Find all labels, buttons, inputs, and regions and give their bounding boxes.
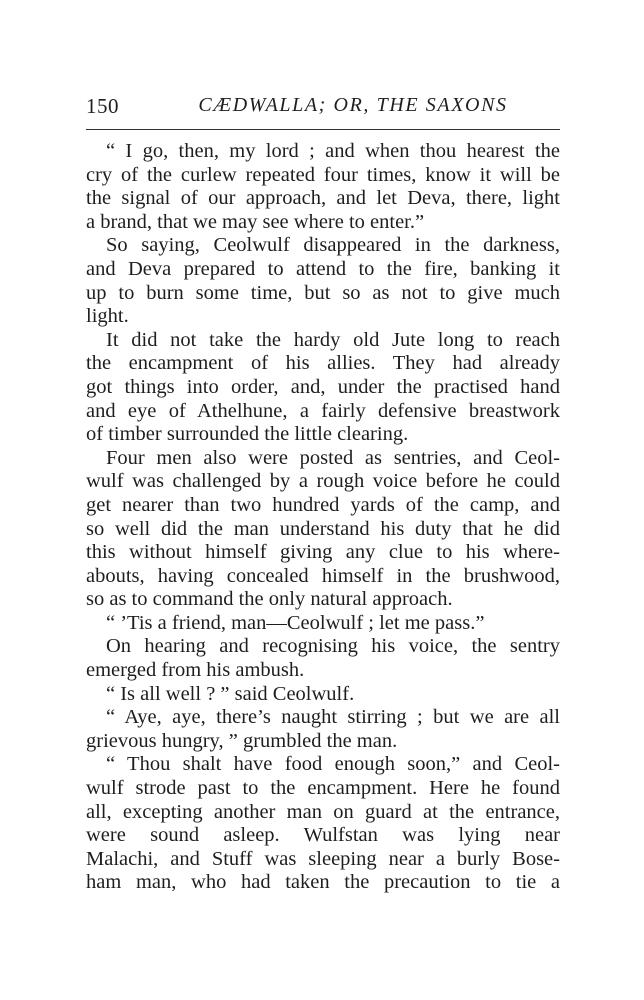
- text-line: “ Is all well ? ” said Ceolwulf.: [106, 682, 355, 705]
- text-line: ham man, who had taken the precaution to tie a: [86, 871, 560, 894]
- text-line: up to burn some time, but so as not to give much: [86, 281, 560, 304]
- body-text: [86, 140, 560, 895]
- text-line: light.: [86, 305, 129, 328]
- text-line: grievous hungry, ” grumbled the man.: [86, 729, 398, 752]
- text-line: wulf strode past to the encampment. Here he found: [86, 777, 560, 800]
- text-line: abouts, having concealed himself in the brushwood,: [86, 564, 560, 587]
- text-line: Malachi, and Stuff was sleeping near a burly Bose-: [86, 847, 560, 870]
- text-line: “ I go, then, my lord ; and when thou hearest the: [106, 140, 560, 162]
- text-line: emerged from his ambush.: [86, 659, 305, 682]
- text-line: get nearer than two hundred yards of the camp, and: [86, 493, 560, 516]
- page-header: [86, 94, 560, 124]
- text-line: “ Aye, aye, there’s naught stirring ; but we are all: [106, 706, 560, 729]
- text-line: so well did the man understand his duty that he did: [86, 517, 560, 540]
- text-line: this without himself giving any clue to his where-: [86, 541, 560, 564]
- text-line: Four men also were posted as sentries, and Ceol-: [106, 446, 560, 469]
- text-line: so as to command the only natural approach.: [86, 588, 453, 611]
- text-line: “ ’Tis a friend, man—Ceolwulf ; let me pass.”: [106, 611, 485, 634]
- text-line: were sound asleep. Wulfstan was lying near: [86, 824, 560, 847]
- text-line: the encampment of his allies. They had already: [86, 352, 560, 375]
- text-line: On hearing and recognising his voice, the sentry: [106, 635, 560, 658]
- text-line: got things into order, and, under the practised hand: [86, 375, 560, 398]
- text-line: all, excepting another man on guard at the entrance,: [86, 800, 560, 823]
- text-line: “ Thou shalt have food enough soon,” and Ceol-: [106, 753, 560, 776]
- text-line: the signal of our approach, and let Deva, there, light: [86, 187, 560, 210]
- text-line: It did not take the hardy old Jute long to reach: [106, 328, 560, 351]
- text-line: a brand, that we may see where to enter.”: [86, 210, 425, 233]
- text-line: and Deva prepared to attend to the fire, banking it: [86, 257, 560, 280]
- page-number: 150: [86, 94, 119, 118]
- text-line: and eye of Athelhune, a fairly defensive breastwork: [86, 399, 560, 422]
- text-line: wulf was challenged by a rough voice before he could: [86, 470, 560, 493]
- text-line: cry of the curlew repeated four times, know it will be: [86, 163, 560, 186]
- text-line: So saying, Ceolwulf disappeared in the darkness,: [106, 234, 560, 257]
- header-rule: [86, 129, 560, 130]
- text-line: of timber surrounded the little clearing.: [86, 423, 409, 446]
- running-head: CÆDWALLA; OR, THE SAXONS: [198, 94, 508, 116]
